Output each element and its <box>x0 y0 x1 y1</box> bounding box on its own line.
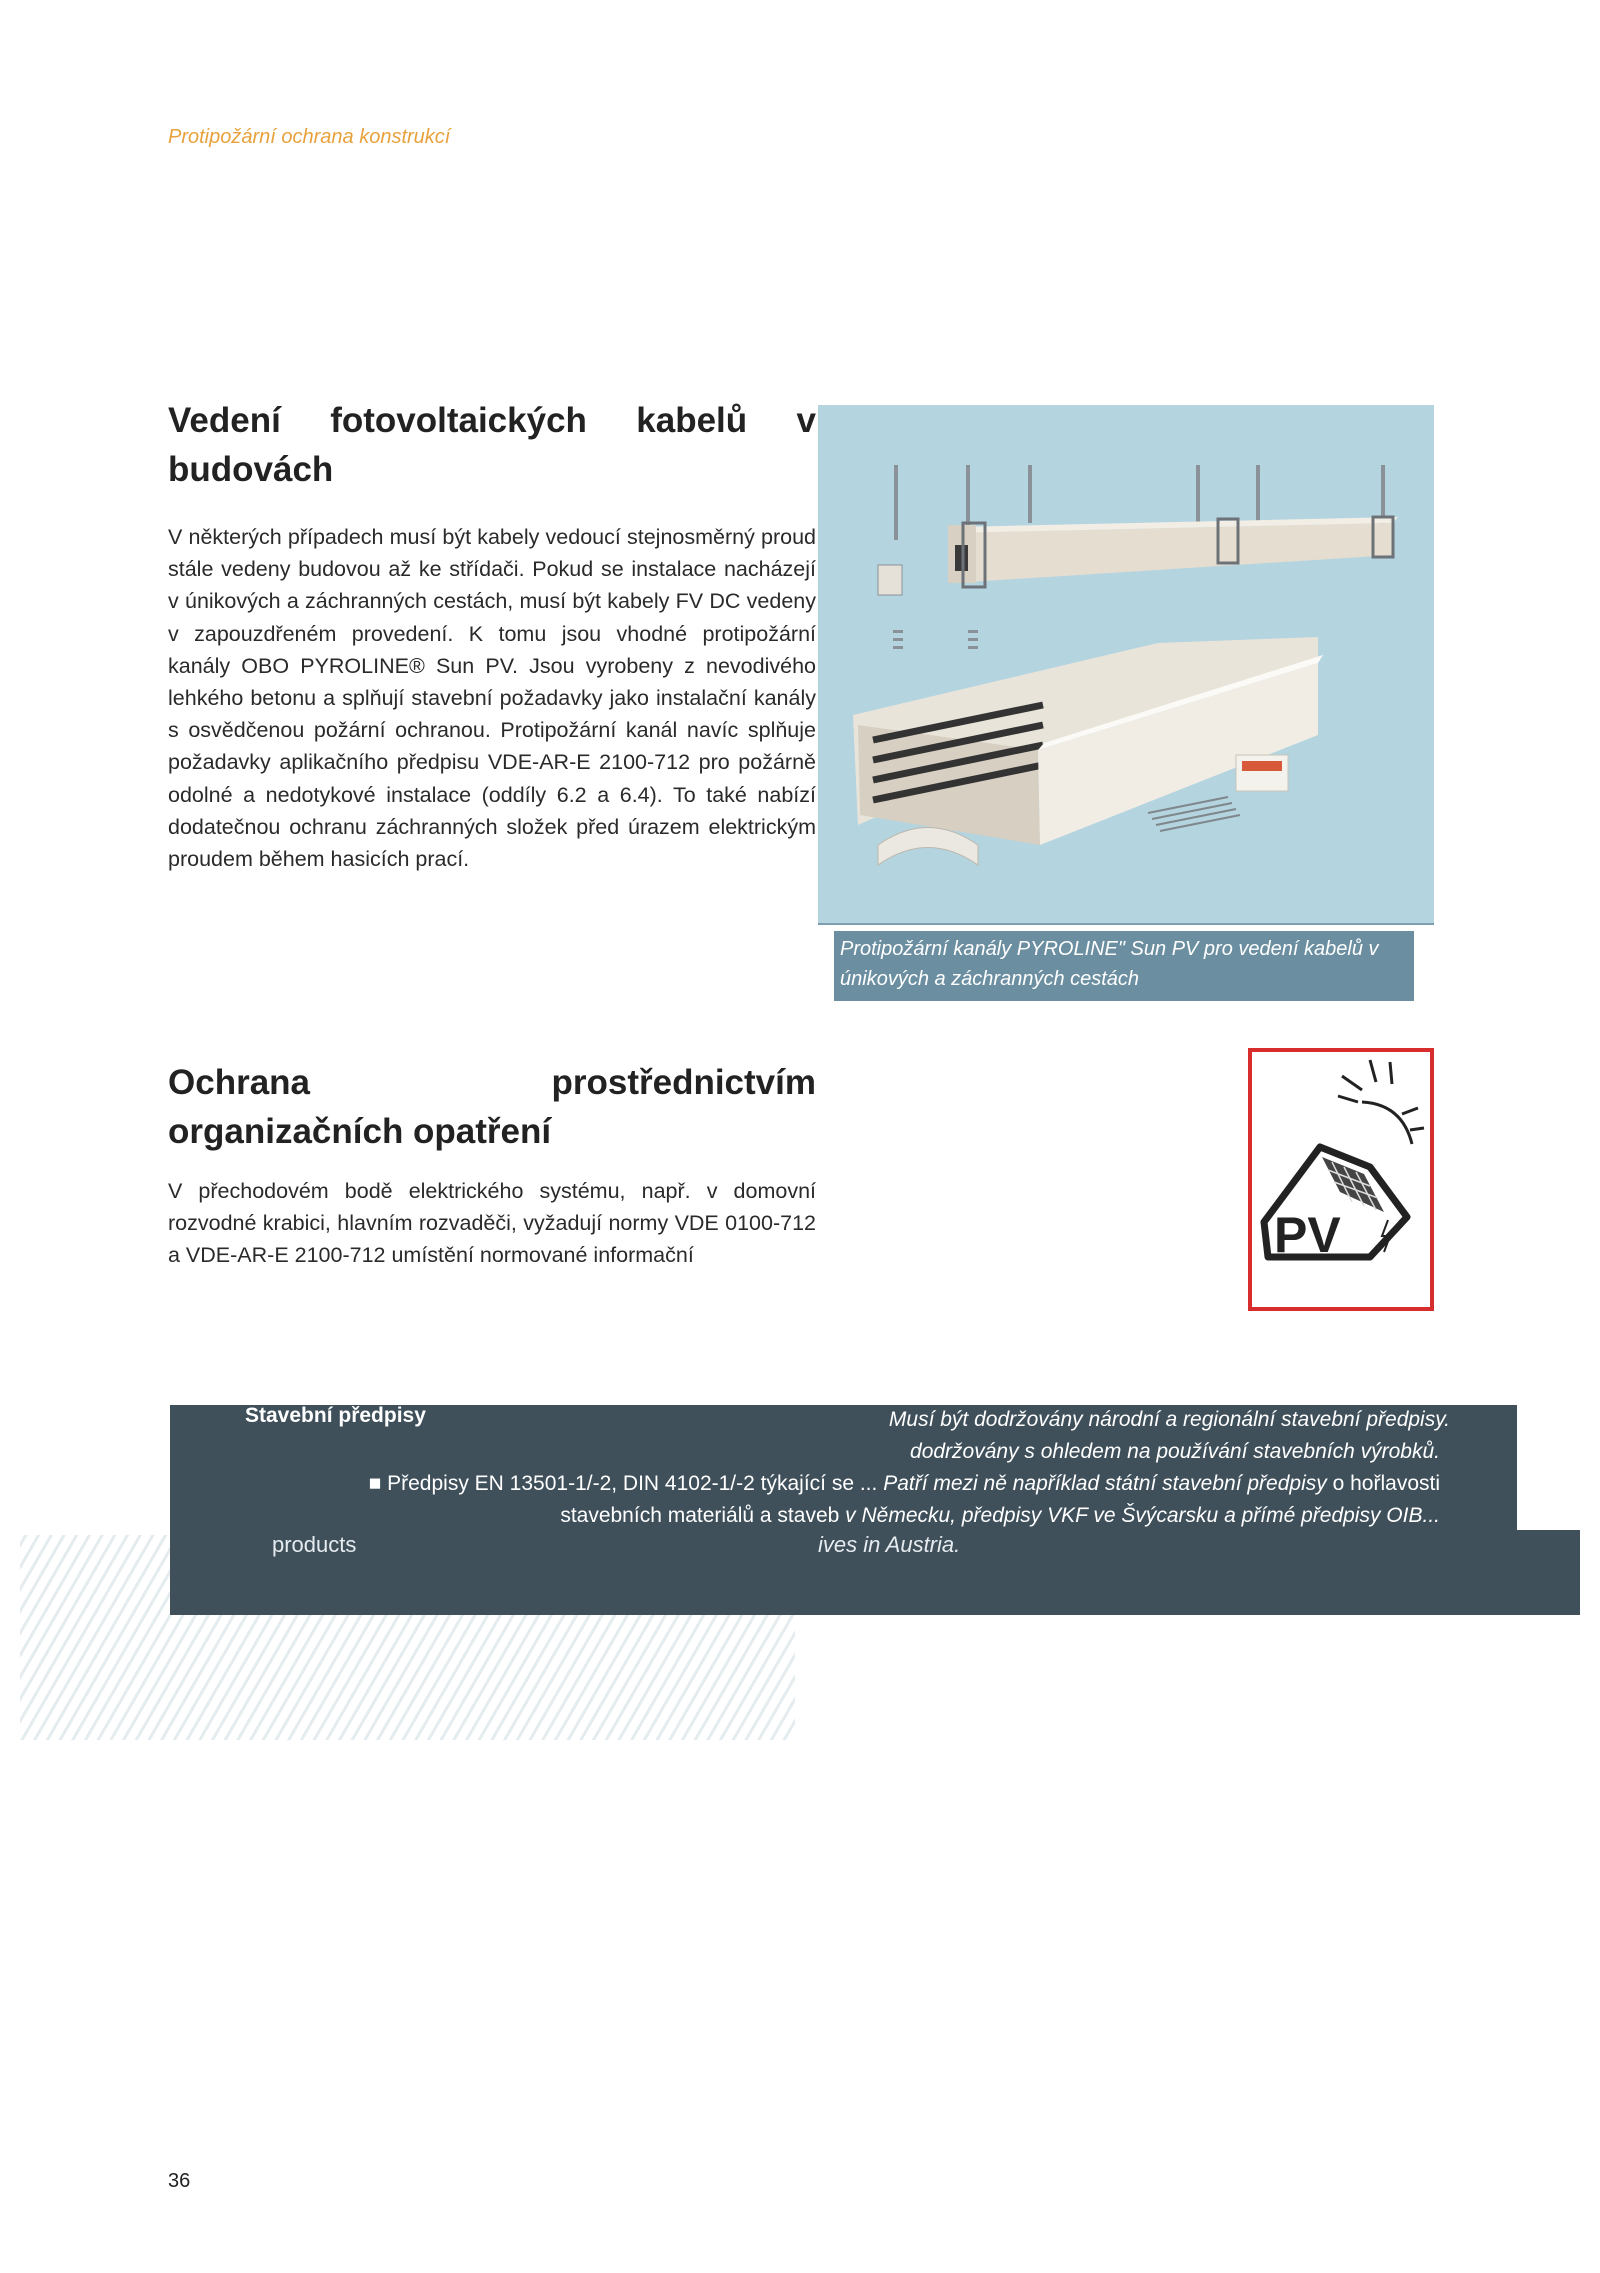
paragraph-pv-cables: V některých případech musí být kabely vedoucí stejnosměrný proud stále vedeny budovou až ke střídači. Pokud se instalace nacházejí v únikových a záchranných cestách, musí být kabely FV DC vedeny v zapouzdřeném provedení. K tomu jsou vhodné protipožární kanály OBO PYROLINE® Sun PV. Jsou vyrobeny z nevodivého lehkého betonu a splňují stavební požadavky jako instalační kanály s osvědčenou požární ochranou. Protipožární kanál navíc splňuje požadavky aplikačního předpisu VDE-AR-E 2100-712 pro požárně odolné a nedotykové instalace (oddíly 6.2 a 6.4). To také nabízí dodatečnou ochranu záchranných složek před úrazem elektrickým proudem během hasicích prací. <box>168 525 816 872</box>
image-caption: Protipožární kanály PYROLINE" Sun PV pro vedení kabelů v únikových a záchranných cestách <box>834 931 1414 1001</box>
heading-organizational-measures: Ochrana prostřednictvím organizačních opatření <box>168 1063 816 1151</box>
pv-warning-sign <box>1248 1048 1434 1311</box>
page-number: 36 <box>168 2170 191 2192</box>
info-bar-line-3c: o hořlavosti <box>1332 1472 1440 1495</box>
info-bar-line-4a: stavebních materiálů a staveb <box>560 1504 840 1527</box>
fire-duct-illustration <box>818 405 1434 925</box>
info-bar-line-2: dodržovány s ohledem na používání stavebních výrobků. <box>910 1440 1440 1463</box>
info-bar-line-4b: v Německu, předpisy VKF ve Švýcarsku a přímé předpisy OIB... <box>845 1504 1440 1527</box>
info-bar-line-3 <box>369 1468 1440 1500</box>
info-bar-ghost-left: products <box>272 1532 357 1557</box>
pv-sun-house-icon <box>1252 1052 1430 1307</box>
info-bar-line-1: Musí být dodržovány národní a regionální stavební předpisy. <box>888 1408 1450 1431</box>
info-bar-title: Stavební předpisy <box>245 1404 426 1427</box>
bullet-icon: ■ <box>368 1472 382 1495</box>
pv-sign-text: PV <box>1274 1207 1341 1263</box>
info-bar-line-3b: Patří mezi ně například státní stavební předpisy <box>883 1472 1327 1495</box>
product-photo <box>818 405 1434 925</box>
info-bar-line-4 <box>560 1500 1440 1532</box>
info-bar-line-3a: Předpisy EN 13501-1/-2, DIN 4102-1/-2 týkající se ... <box>387 1472 878 1495</box>
paragraph-organizational-measures: V přechodovém bodě elektrického systému, např. v domovní rozvodné krabici, hlavním rozvaděči, vyžadují normy VDE 0100-712 a VDE-AR-E 2100-712 umístění normované informační <box>168 1179 816 1268</box>
heading-pv-cables: Vedení fotovoltaických kabelů v budovách <box>168 401 816 489</box>
section-header: Protipožární ochrana konstrukcí <box>168 126 451 148</box>
info-bar-ghost-right: ives in Austria. <box>818 1532 961 1557</box>
